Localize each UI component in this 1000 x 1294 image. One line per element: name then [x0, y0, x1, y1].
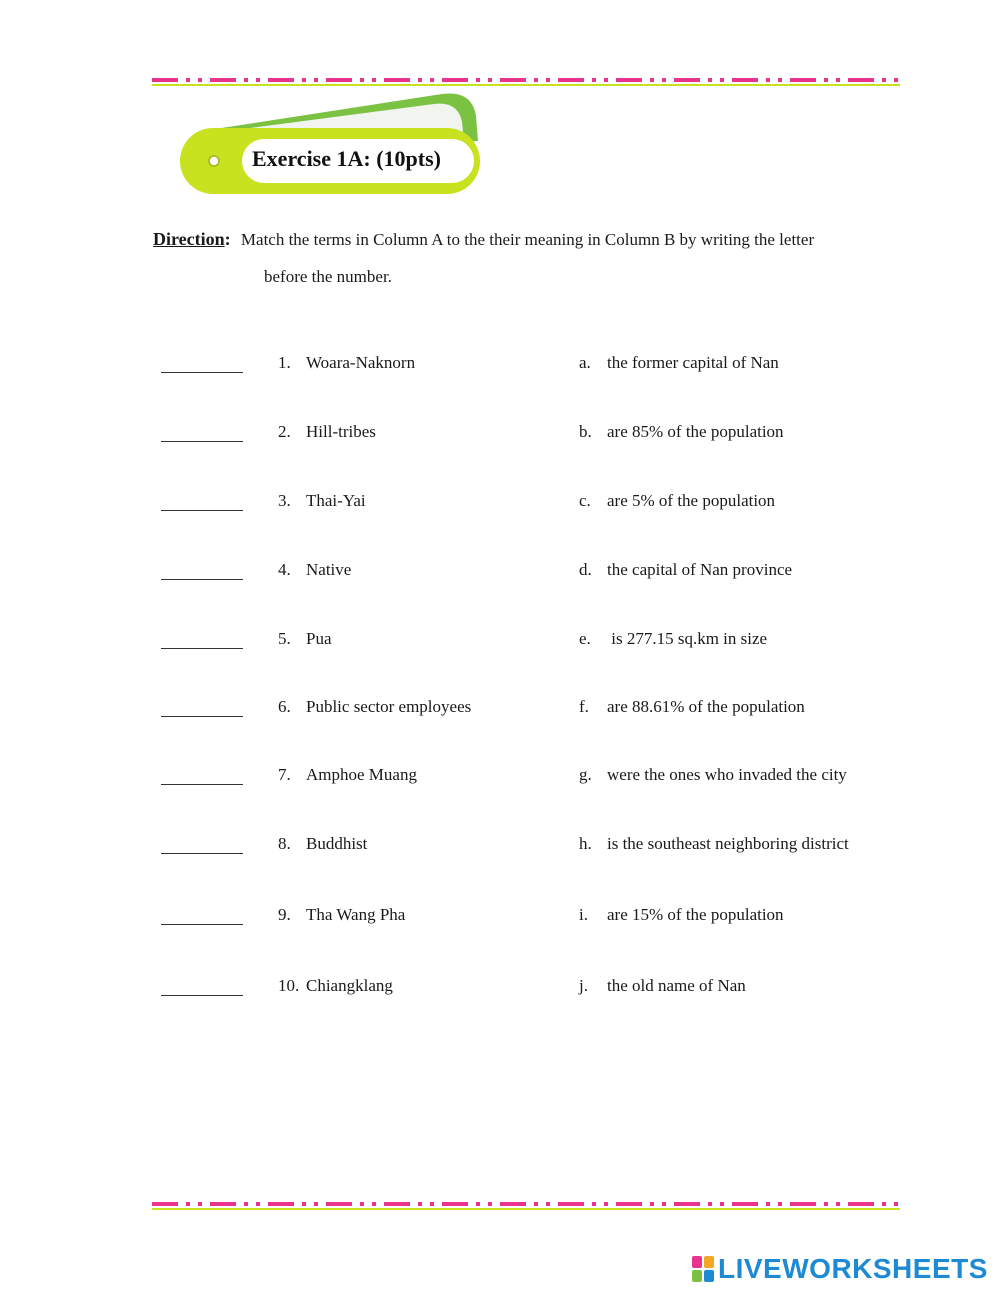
meaning-letter: h.	[579, 834, 592, 853]
answer-blank[interactable]	[161, 491, 243, 511]
matching-row	[0, 491, 1000, 521]
meaning-letter: c.	[579, 491, 591, 510]
matching-row	[0, 976, 1000, 1006]
item-number: 7.	[278, 765, 291, 784]
answer-blank[interactable]	[161, 765, 243, 785]
direction-colon: :	[224, 229, 231, 249]
meaning-letter: b.	[579, 422, 592, 441]
item-number: 9.	[278, 905, 291, 924]
column-b-meaning: the former capital of Nan	[607, 353, 779, 372]
matching-row	[0, 629, 1000, 659]
item-number: 1.	[278, 353, 291, 372]
bottom-border-line	[152, 1208, 900, 1210]
column-b-meaning: is the southeast neighboring district	[607, 834, 849, 853]
column-a-term: Pua	[306, 629, 332, 648]
answer-blank[interactable]	[161, 834, 243, 854]
direction-label: Direction	[153, 229, 225, 249]
meaning-letter: i.	[579, 905, 588, 924]
matching-row	[0, 422, 1000, 452]
column-b-meaning: are 85% of the population	[607, 422, 784, 441]
column-a-term: Thai-Yai	[306, 491, 366, 510]
item-number: 5.	[278, 629, 291, 648]
matching-row	[0, 765, 1000, 795]
item-number: 2.	[278, 422, 291, 441]
meaning-letter: d.	[579, 560, 592, 579]
logo-icon	[692, 1256, 714, 1282]
column-a-term: Woara-Naknorn	[306, 353, 416, 372]
item-number: 10.	[278, 976, 300, 995]
answer-blank[interactable]	[161, 976, 243, 996]
bottom-decorative-border	[152, 1202, 900, 1212]
direction-text-line2: before the number.	[264, 267, 392, 286]
column-b-meaning: the old name of Nan	[607, 976, 746, 995]
top-border-dashes	[152, 78, 900, 82]
column-a-term: Native	[306, 560, 352, 579]
column-a-term: Chiangklang	[306, 976, 393, 995]
matching-row	[0, 560, 1000, 590]
column-a-term: Public sector employees	[306, 697, 472, 716]
matching-row	[0, 353, 1000, 383]
matching-row	[0, 697, 1000, 727]
item-number: 4.	[278, 560, 291, 579]
item-number: 8.	[278, 834, 291, 853]
meaning-letter: g.	[579, 765, 592, 784]
matching-row	[0, 905, 1000, 935]
answer-blank[interactable]	[161, 905, 243, 925]
column-b-meaning: is 277.15 sq.km in size	[607, 629, 768, 648]
column-b-meaning: were the ones who invaded the city	[607, 765, 847, 784]
answer-blank[interactable]	[161, 560, 243, 580]
meaning-letter: f.	[579, 697, 589, 716]
direction-text-line1: Match the terms in Column A to the their meaning in Column B by writing the letter	[240, 230, 815, 249]
answer-blank[interactable]	[161, 697, 243, 717]
answer-blank[interactable]	[161, 422, 243, 442]
column-a-term: Hill-tribes	[306, 422, 376, 441]
bottom-border-dashes	[152, 1202, 900, 1206]
meaning-letter: e.	[579, 629, 591, 648]
column-b-meaning: are 88.61% of the population	[607, 697, 805, 716]
meaning-letter: a.	[579, 353, 591, 372]
column-b-meaning: are 15% of the population	[607, 905, 784, 924]
matching-row	[0, 834, 1000, 864]
column-a-term: Tha Wang Pha	[306, 905, 406, 924]
direction-block	[153, 220, 913, 286]
logo-text: LIVEWORKSHEETS	[718, 1253, 988, 1284]
liveworksheets-logo[interactable]	[692, 1253, 988, 1285]
column-b-meaning: are 5% of the population	[607, 491, 776, 510]
answer-blank[interactable]	[161, 353, 243, 373]
column-a-term: Amphoe Muang	[306, 765, 417, 784]
meaning-letter: j.	[579, 976, 588, 995]
column-a-term: Buddhist	[306, 834, 368, 853]
item-number: 6.	[278, 697, 291, 716]
item-number: 3.	[278, 491, 291, 510]
answer-blank[interactable]	[161, 629, 243, 649]
column-b-meaning: the capital of Nan province	[607, 560, 793, 579]
exercise-title: Exercise 1A: (10pts)	[252, 146, 441, 171]
